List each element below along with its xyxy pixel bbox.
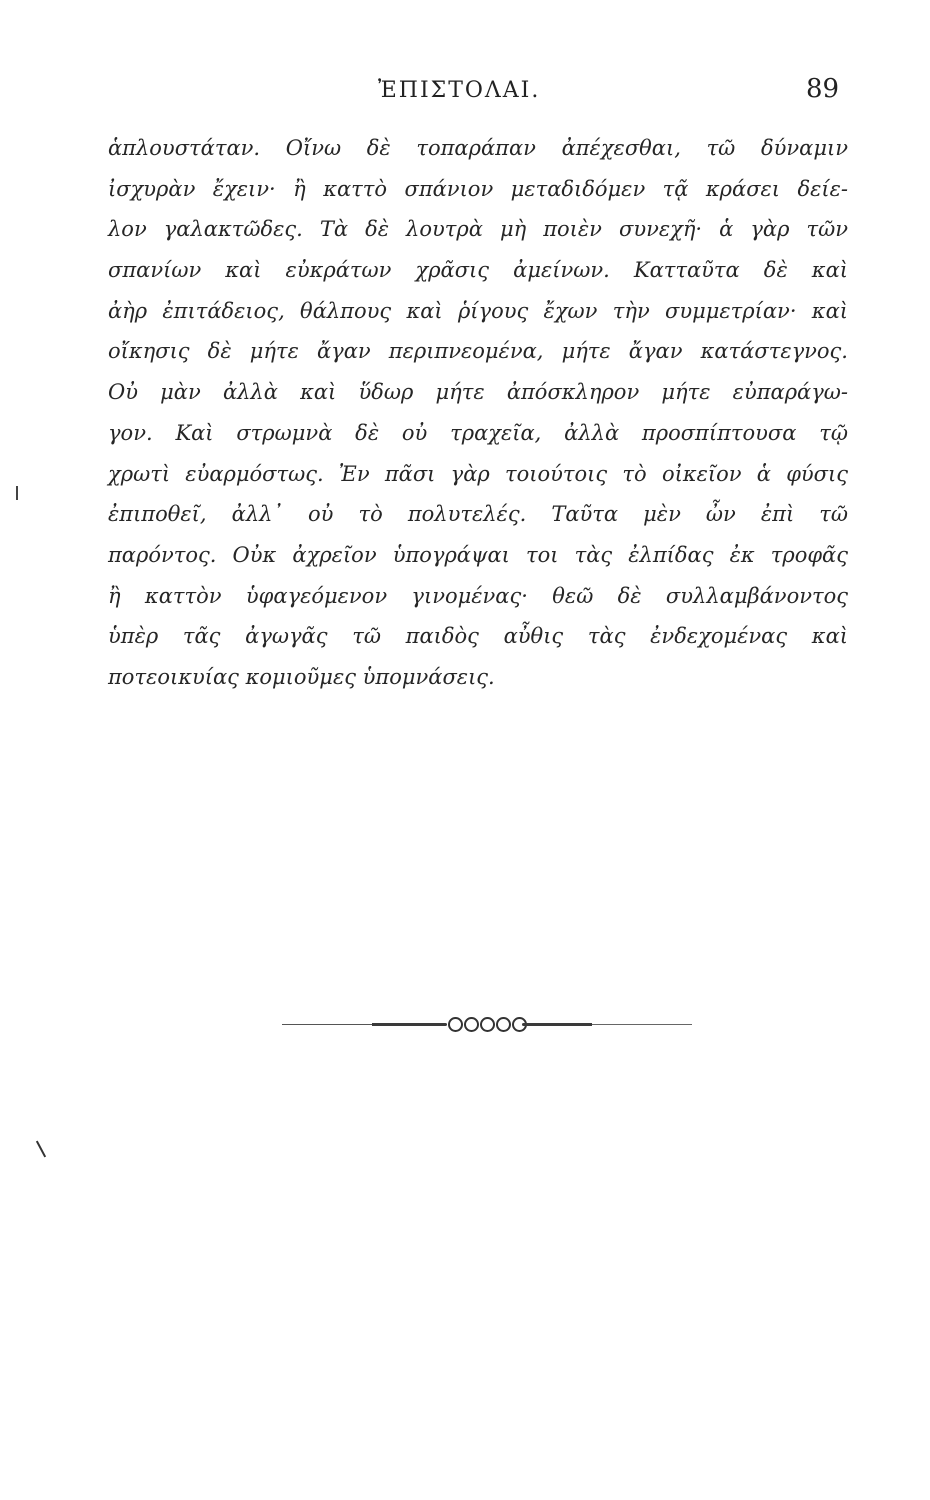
page-number: 89 [806,74,840,104]
text-line: ἰσχυρὰν ἔχειν· ἢ καττὸ σπάνιον μεταδιδόμεν τᾷ κράσει δείε- [108,176,848,201]
ornament-beads [448,1016,527,1034]
ornament-bead [496,1017,511,1032]
text-line: ἀὴρ ἐπιτάδειος, θάλπους καὶ ῥίγους ἔχων τὴν συμμετρίαν· καὶ [108,298,848,323]
ornament-rule-left-taper [372,1023,447,1026]
text-line: παρόντος. Οὐκ ἀχρεῖον ὑπογράψαι τοι τὰς ἐλπίδας ἐκ τροφᾶς [108,542,848,567]
ornament-rule-right-taper [522,1023,592,1026]
text-line: οἴκησις δὲ μήτε ἄγαν περιπνεομένα, μήτε ἄγαν κατάστεγνος. [108,339,848,364]
running-head-title: ἘΠΙΣΤΟΛΑΙ. [378,78,541,103]
text-line: ὑπὲρ τᾶς ἀγωγᾶς τῶ παιδὸς αὖθις τὰς ἐνδεχομένας καὶ [108,624,848,649]
ornament-rule-right [592,1024,692,1025]
text-line: Οὐ μὰν ἀλλὰ καὶ ὕδωρ μήτε ἀπόσκληρον μήτε εὐπαράγω- [108,380,848,405]
text-line: ἢ καττὸν ὑφαγεόμενον γινομένας· θεῶ δὲ συλλαμβάνοντος [108,583,848,608]
text-line: χρωτὶ εὐαρμόστως. Ἐν πᾶσι γὰρ τοιούτοις τὸ οἰκεῖον ἁ φύσις [108,461,848,486]
text-line: ἐπιποθεῖ, ἀλλ᾽ οὐ τὸ πολυτελές. Ταῦτα μὲν ὦν ἐπὶ τῶ [108,502,848,527]
running-head [0,74,930,118]
ornament-bead [480,1017,495,1032]
margin-mark [16,486,18,500]
body-text [108,128,848,698]
text-line: ποτεοικυίας κομιοῦμες ὑπομνάσεις. [108,664,495,689]
text-line: γον. Καὶ στρωμνὰ δὲ οὐ τραχεῖα, ἀλλὰ προσπίπτουσα τῷ [108,420,848,445]
ornament-bead [448,1017,463,1032]
tailpiece-ornament [282,1010,692,1040]
ornament-bead [464,1017,479,1032]
text-line: σπανίων καὶ εὐκράτων χρᾶσις ἀμείνων. Κατταῦτα δὲ καὶ [108,258,848,283]
text-line: ἁπλουστάταν. Οἴνω δὲ τοπαράπαν ἀπέχεσθαι, τῶ δύναμιν [108,136,848,160]
text-line: λον γαλακτῶδες. Τὰ δὲ λουτρὰ μὴ ποιὲν συνεχῆ· ἁ γὰρ τῶν [108,217,848,242]
margin-mark [36,1141,46,1158]
